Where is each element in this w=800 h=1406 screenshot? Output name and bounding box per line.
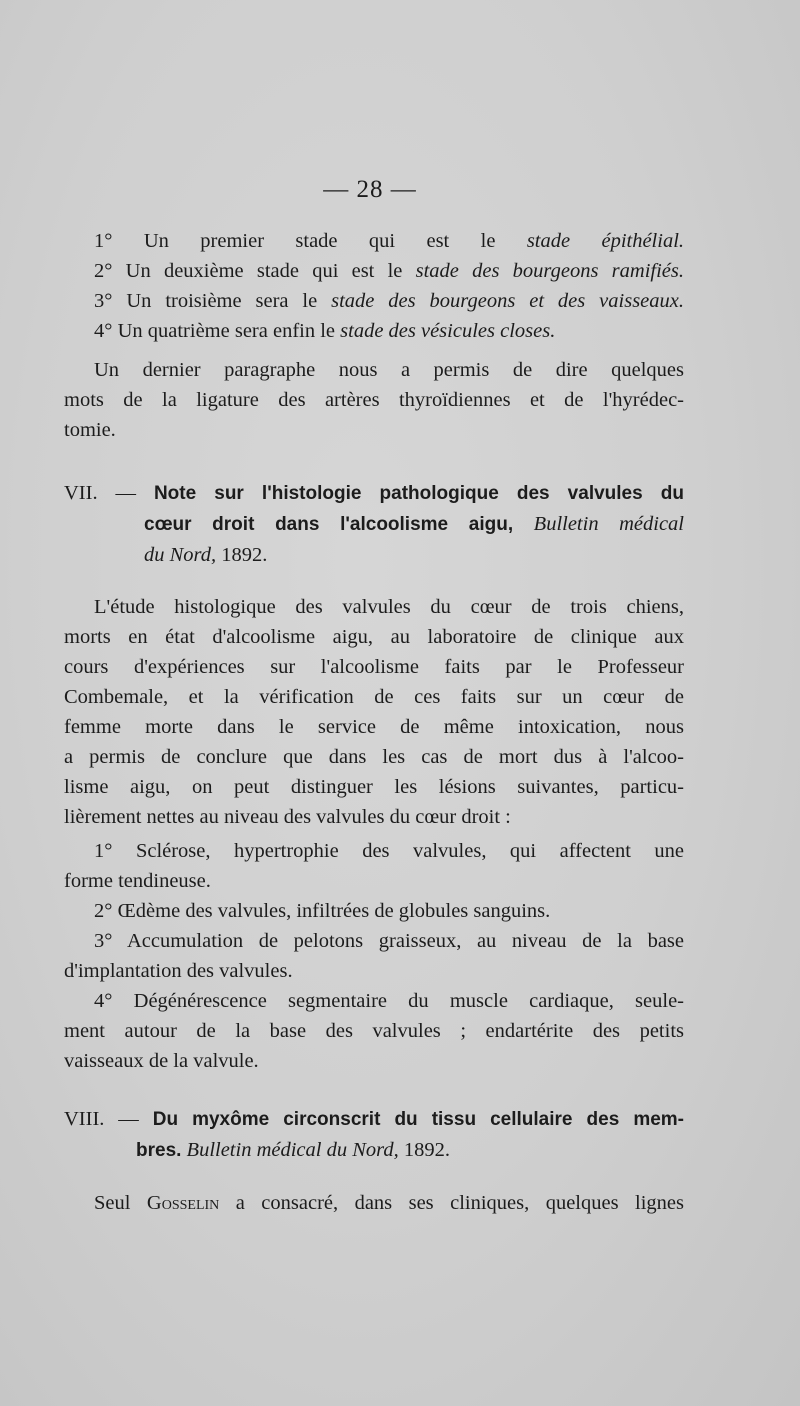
stages-list [64,226,684,346]
list-item: 3° Un troisième sera le stade des bourgeons et des vaisseaux. [94,290,684,312]
text-line: cours d'expériences sur l'alcoolisme faits par le Professeur [64,656,684,678]
list-item: 4° Dégénérescence segmentaire du muscle cardiaque, seule- [94,990,685,1012]
paragraph-histology [64,592,684,832]
heading-line [64,540,684,570]
section-title: Du myxôme circonscrit du tissu cellulaire des mem- [152,1109,685,1130]
text-line: lisme aigu, on peut distinguer les lésions suivantes, particu- [64,776,684,798]
section-title: cœur droit dans l'alcoolisme aigu, [144,514,514,535]
section-heading-vii [64,478,684,570]
lesions-list [64,836,684,1076]
paragraph-gosselin [64,1188,684,1218]
list-item: 2° Un deuxième stade qui est le stade des bourgeons ramifiés. [94,260,684,282]
list-item: 1° Sclérose, hypertrophie des valvules, qui affectent une [94,840,685,862]
heading-line [64,478,684,509]
paragraph-ligature [64,355,684,445]
list-item: 1° Un premier stade qui est le stade épithélial. [94,230,685,252]
source-year: 1892. [403,1139,450,1161]
text-line: femme morte dans le service de même intoxication, nous [64,716,684,738]
heading-line [64,1104,684,1135]
text-line: tomie. [64,419,116,441]
section-title: Note sur l'histologie pathologique des valvules du [153,483,684,504]
text-line: ment autour de la base des valvules ; endartérite des petits [64,1020,684,1042]
source-year: 1892. [221,544,268,566]
text-line: L'étude histologique des valvules du cœur de trois chiens, [94,596,684,618]
section-number: VIII. — [64,1108,139,1130]
text-line: Seul Gosselin a consacré, dans ses cliniques, quelques lignes [94,1192,684,1214]
section-number: VII. — [64,482,137,504]
text-line: d'implantation des valvules. [64,960,293,982]
heading-line [64,1135,684,1166]
text-line: mots de la ligature des artères thyroïdiennes et de l'hyrédec- [64,389,684,411]
text-line: morts en état d'alcoolisme aigu, au laboratoire de clinique aux [64,626,684,648]
text-line: a permis de conclure que dans les cas de mort dus à l'alcoo- [64,746,684,768]
page-number: — 28 — [323,176,417,203]
text-line: forme tendineuse. [64,870,211,892]
source-journal: du Nord, [144,544,217,566]
list-item: 2° Œdème des valvules, infiltrées de globules sanguins. [94,900,551,922]
text-line: vaisseaux de la valvule. [64,1050,259,1072]
list-item: 4° Un quatrième sera enfin le stade des vésicules closes. [94,320,556,342]
author-name: Gosselin [146,1192,220,1214]
section-heading-viii [64,1104,684,1166]
source-journal: Bulletin médical du Nord, [186,1139,399,1161]
text-line: Un dernier paragraphe nous a permis de dire quelques [94,359,684,381]
text-line: Combemale, et la vérification de ces faits sur un cœur de [64,686,684,708]
heading-line [64,509,684,540]
source-journal: Bulletin médical [533,513,684,535]
text-line: lièrement nettes au niveau des valvules du cœur droit : [64,806,511,828]
list-item: 3° Accumulation de pelotons graisseux, au niveau de la base [94,930,685,952]
section-title: bres. [136,1140,182,1161]
